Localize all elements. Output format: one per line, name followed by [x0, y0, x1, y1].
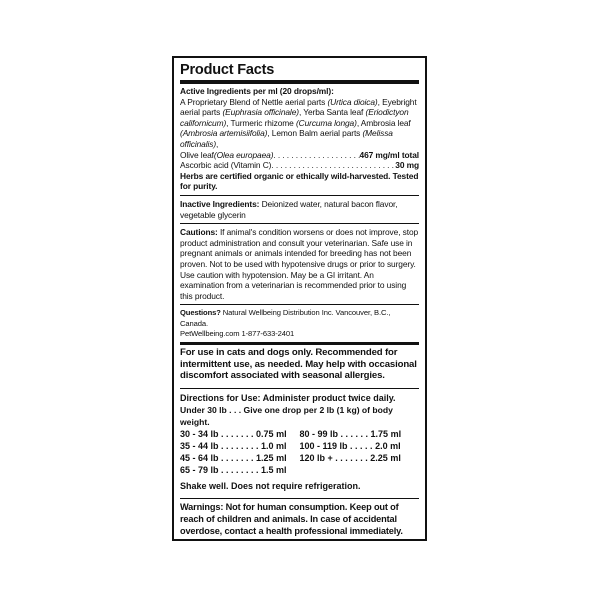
weight-range: 80 - 99 lb [299, 429, 339, 440]
dose-amount: 1.75 ml [370, 429, 402, 440]
leader-dots: . . . . . . . [218, 429, 257, 440]
olive-leaf-label: Olive leaf [180, 149, 214, 160]
dosage-row [180, 428, 300, 440]
ascorbic-acid-value: 30 mg [395, 160, 419, 171]
ingredient-text: , Eyebright aerial parts [180, 96, 417, 118]
leader-dots: . . . . . [347, 441, 376, 452]
latin-name: (Melissa officinalis) [180, 128, 393, 149]
olive-leaf-latin: (Olea europaea) [213, 149, 274, 160]
questions-text: Natural Wellbeing Distribution Inc. Vancouver, B.C., Canada. [180, 308, 391, 328]
ingredient-text: A Proprietary Blend of Nettle aerial parts [180, 96, 328, 107]
leader-dots: . . . . . . . . [218, 465, 262, 476]
divider [180, 498, 419, 499]
latin-name: (Ambrosia artemisiifolia) [180, 128, 268, 139]
leader-dots: . . . . . . . [332, 453, 371, 464]
latin-name: (Euphrasia officinale) [222, 107, 299, 118]
questions [180, 308, 419, 340]
active-ingredients-heading: Active Ingredients per ml (20 drops/ml): [180, 86, 334, 96]
weight-range: 30 - 34 lb [180, 429, 219, 440]
leader-dots: . . . . . . . [218, 453, 257, 464]
divider [180, 388, 419, 389]
ascorbic-acid-label: Ascorbic acid (Vitamin C) [180, 160, 272, 171]
divider [180, 223, 419, 224]
cautions-label: Cautions: [180, 227, 218, 238]
dosage-column-left [180, 428, 300, 476]
leader-dots: . . . . . . . . [218, 441, 262, 452]
shake-note: Shake well. Does not require refrigeration. [180, 481, 361, 492]
dose-amount: 1.0 ml [261, 441, 287, 452]
divider [180, 304, 419, 305]
ascorbic-acid-dots [271, 160, 395, 171]
dosage-table [180, 428, 419, 476]
dosage-row [180, 452, 300, 464]
latin-name: (Curcuma longa) [295, 117, 357, 128]
dose-amount: 2.25 ml [370, 453, 401, 464]
leader-dots: . . . . . . [338, 429, 371, 440]
cautions-text: If animal's condition worsens or does not improve, stop product administration and consult your veterinarian. Safe use in pregnant animals or animals intended for breeding has not been proven. Not to be used with hypotensive drugs or prior to surgery. Use caution with hypotension. May be a GI irritant. An examination from a veterinarian is recommended prior to using this product. [180, 227, 419, 301]
weight-range: 35 - 44 lb [180, 441, 219, 452]
under-30-dosing: Under 30 lb . . . Give one drop per 2 lb (1 kg) of body weight. [180, 405, 393, 428]
olive-leaf-line [180, 150, 419, 161]
weight-range: 65 - 79 lb [180, 465, 219, 476]
dosage-row [300, 440, 420, 452]
proprietary-blend-text [180, 97, 419, 150]
dosage-row [180, 464, 300, 476]
dose-amount: 1.5 ml [261, 465, 287, 476]
warnings: Warnings: Not for human consumption. Keep out of reach of children and animals. In case of accidental overdose, contact a health professional immediately. [180, 502, 403, 536]
cautions [180, 227, 419, 301]
divider [180, 195, 419, 196]
latin-name: (Eriodictyon californicum) [180, 107, 409, 128]
dosage-column-right [300, 428, 420, 476]
ingredient-text: , Ambrosia leaf [356, 117, 411, 128]
panel-title: Product Facts [180, 62, 275, 78]
ingredient-text: , Turmeric rhizome [226, 117, 296, 128]
ingredient-text: , Yerba Santa leaf [298, 107, 366, 118]
inactive-text: Deionized water, natural bacon flavor, vegetable glycerin [180, 198, 398, 220]
dose-amount: 1.25 ml [256, 453, 287, 464]
latin-name: (Urtica dioica) [327, 96, 378, 107]
questions-label: Questions? [180, 308, 221, 318]
olive-leaf-dots [273, 150, 359, 161]
product-facts-panel [172, 56, 427, 541]
ingredient-text: , Lemon Balm aerial parts [267, 128, 363, 139]
ascorbic-acid-line [180, 160, 419, 171]
inactive-label: Inactive Ingredients: [180, 198, 260, 209]
dosage-row [300, 452, 420, 464]
inactive-ingredients [180, 199, 419, 220]
dose-amount: 2.0 ml [375, 441, 401, 452]
blend-total-value: 467 mg/ml total [359, 149, 419, 160]
weight-range: 120 lb + [299, 453, 333, 464]
title-divider [180, 80, 419, 84]
dosage-row [180, 440, 300, 452]
divider [180, 342, 419, 345]
weight-range: 45 - 64 lb [180, 453, 219, 464]
use-statement: For use in cats and dogs only. Recommended for intermittent use, as needed. May help with occasional discomfort associated with seasonal allergies. [180, 346, 417, 382]
contact-info: PetWellbeing.com 1-877-633-2401 [180, 329, 295, 339]
dose-amount: 0.75 ml [256, 429, 287, 440]
weight-range: 100 - 119 lb [299, 441, 348, 452]
ingredient-text: , [216, 138, 219, 149]
directions-heading: Directions for Use: Administer product twice daily. [180, 393, 396, 404]
organic-note: Herbs are certified organic or ethically wild-harvested. Tested for purity. [180, 170, 419, 192]
dosage-row [300, 428, 420, 440]
